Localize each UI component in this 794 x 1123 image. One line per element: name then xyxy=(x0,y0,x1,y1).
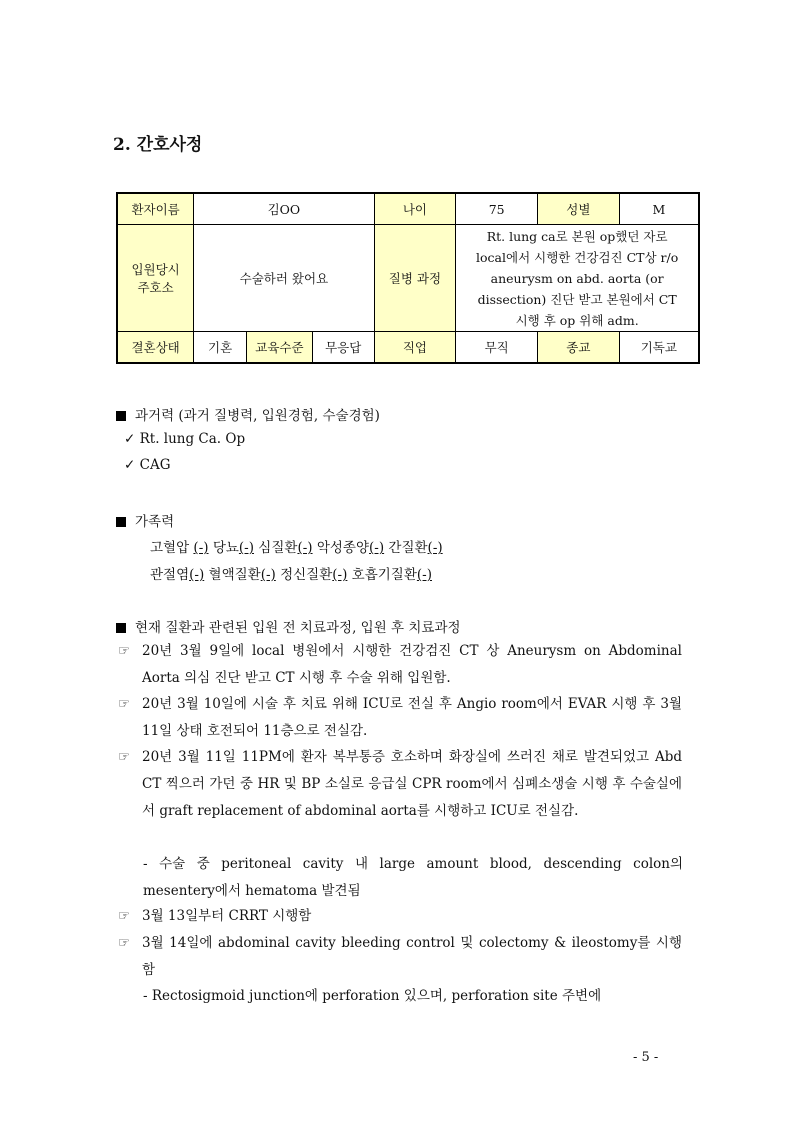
family-value: (-) xyxy=(189,567,205,583)
course-line: local에서 시행한 건강검진 CT상 r/o xyxy=(476,249,679,265)
family-disease: 고혈압 xyxy=(150,540,194,556)
family-disease: 관절염 xyxy=(150,567,190,583)
family-history-heading xyxy=(116,510,174,530)
family-disease: 심질환 xyxy=(254,540,298,556)
family-value: (-) xyxy=(416,567,432,583)
job-value: 무직 xyxy=(456,332,538,364)
past-history-item xyxy=(124,431,245,447)
square-bullet-icon xyxy=(116,517,126,527)
square-bullet-icon xyxy=(116,411,126,421)
family-disease: 악성종양 xyxy=(312,540,370,556)
age-value: 75 xyxy=(456,193,538,225)
treatment-heading xyxy=(116,616,461,636)
treatment-item xyxy=(118,903,682,930)
treatment-item xyxy=(118,691,682,745)
page-number: - 5 - xyxy=(633,1050,659,1065)
treatment-item xyxy=(118,638,682,692)
education-value: 무응답 xyxy=(312,332,374,364)
treatment-item-text: 3월 14일에 abdominal cavity bleeding control 및 colectomy & ileostomy를 시행함 xyxy=(142,935,682,978)
job-label: 직업 xyxy=(374,332,456,364)
marital-value: 기혼 xyxy=(194,332,247,364)
treatment-sub-item: - 수술 중 peritoneal cavity 내 large amount blood, descending colon의 mesentery에서 hematoma 발견됨 xyxy=(143,856,683,899)
sex-value: M xyxy=(619,193,699,225)
family-value: (-) xyxy=(369,540,385,556)
complaint-label xyxy=(117,225,194,332)
treatment-item-text: 20년 3월 10일에 시술 후 치료 위해 ICU로 전실 후 Angio room에서 EVAR 시행 후 3월 11일 상태 호전되어 11층으로 전실감. xyxy=(142,696,682,739)
past-history-item-text: CAG xyxy=(139,457,171,473)
treatment-item-text: 20년 3월 9일에 local 병원에서 시행한 건강검진 CT 상 Aneurysm on Abdominal Aorta 의심 진단 받고 CT 시행 후 수술 위해 입원함. xyxy=(142,643,682,686)
family-value: (-) xyxy=(427,540,443,556)
patient-name: 김OO xyxy=(194,193,374,225)
family-disease: 간질환 xyxy=(384,540,428,556)
checkmark-icon: ✓ xyxy=(124,457,136,473)
family-disease: 당뇨 xyxy=(208,540,239,556)
pointing-hand-icon: ☞ xyxy=(118,643,131,659)
past-history-heading xyxy=(116,404,380,424)
family-value: (-) xyxy=(260,567,276,583)
treatment-sub-item: - Rectosigmoid junction에 perforation 있으며, perforation site 주변에 xyxy=(143,988,602,1004)
family-disease: 혈액질환 xyxy=(204,567,261,583)
past-history-item xyxy=(124,457,170,473)
family-value: (-) xyxy=(193,540,209,556)
religion-value: 기독교 xyxy=(619,332,699,364)
family-disease: 호흡기질환 xyxy=(347,567,417,583)
marital-label: 결혼상태 xyxy=(117,332,194,364)
course-line: Rt. lung ca로 본원 op했던 자로 xyxy=(486,228,668,244)
education-label: 교육수준 xyxy=(247,332,313,364)
course-line: aneurysm on abd. aorta (or xyxy=(490,270,664,286)
family-disease: 정신질환 xyxy=(275,567,333,583)
pointing-hand-icon: ☞ xyxy=(118,696,131,712)
patient-info-table xyxy=(116,192,700,364)
course-line: 시행 후 op 위해 adm. xyxy=(515,312,639,328)
family-value: (-) xyxy=(332,567,348,583)
square-bullet-icon xyxy=(116,623,126,633)
family-value: (-) xyxy=(238,540,255,556)
pointing-hand-icon: ☞ xyxy=(118,908,131,924)
family-history-heading-text: 가족력 xyxy=(135,514,175,530)
pointing-hand-icon: ☞ xyxy=(118,749,131,765)
treatment-item-text: 3월 13일부터 CRRT 시행함 xyxy=(142,908,312,924)
past-history-heading-text: 과거력 (과거 질병력, 입원경험, 수술경험) xyxy=(135,408,380,424)
treatment-heading-text: 현재 질환과 관련된 입원 전 치료과정, 입원 후 치료과정 xyxy=(135,620,461,636)
treatment-item xyxy=(118,930,682,984)
sex-label: 성별 xyxy=(538,193,620,225)
course-value xyxy=(456,225,699,332)
course-label: 질병 과정 xyxy=(374,225,456,332)
patient-name-label: 환자이름 xyxy=(117,193,194,225)
treatment-item xyxy=(118,744,682,825)
family-history-line xyxy=(150,536,443,556)
pointing-hand-icon: ☞ xyxy=(118,935,131,951)
complaint-label-line: 주호소 xyxy=(137,280,174,295)
family-value: (-) xyxy=(297,540,313,556)
checkmark-icon: ✓ xyxy=(124,431,136,447)
family-history-line xyxy=(150,563,432,583)
age-label: 나이 xyxy=(374,193,456,225)
section-title: 2. 간호사정 xyxy=(113,135,203,155)
treatment-item-text: 20년 3월 11일 11PM에 환자 복부통증 호소하며 화장실에 쓰러진 채로 발견되었고 Abd CT 찍으러 가던 중 HR 및 BP 소실로 응급실 CPR room에서 심폐소생술 시행 후 수술실에서 graft replacement of abdominal aorta를 시행하고 ICU로 전실감. xyxy=(142,749,682,819)
religion-label: 종교 xyxy=(538,332,620,364)
course-line: dissection) 진단 받고 본원에서 CT xyxy=(477,291,677,307)
complaint-label-line: 입원당시 xyxy=(131,262,180,277)
past-history-item-text: Rt. lung Ca. Op xyxy=(139,431,246,447)
complaint-value: 수술하러 왔어요 xyxy=(194,225,374,332)
